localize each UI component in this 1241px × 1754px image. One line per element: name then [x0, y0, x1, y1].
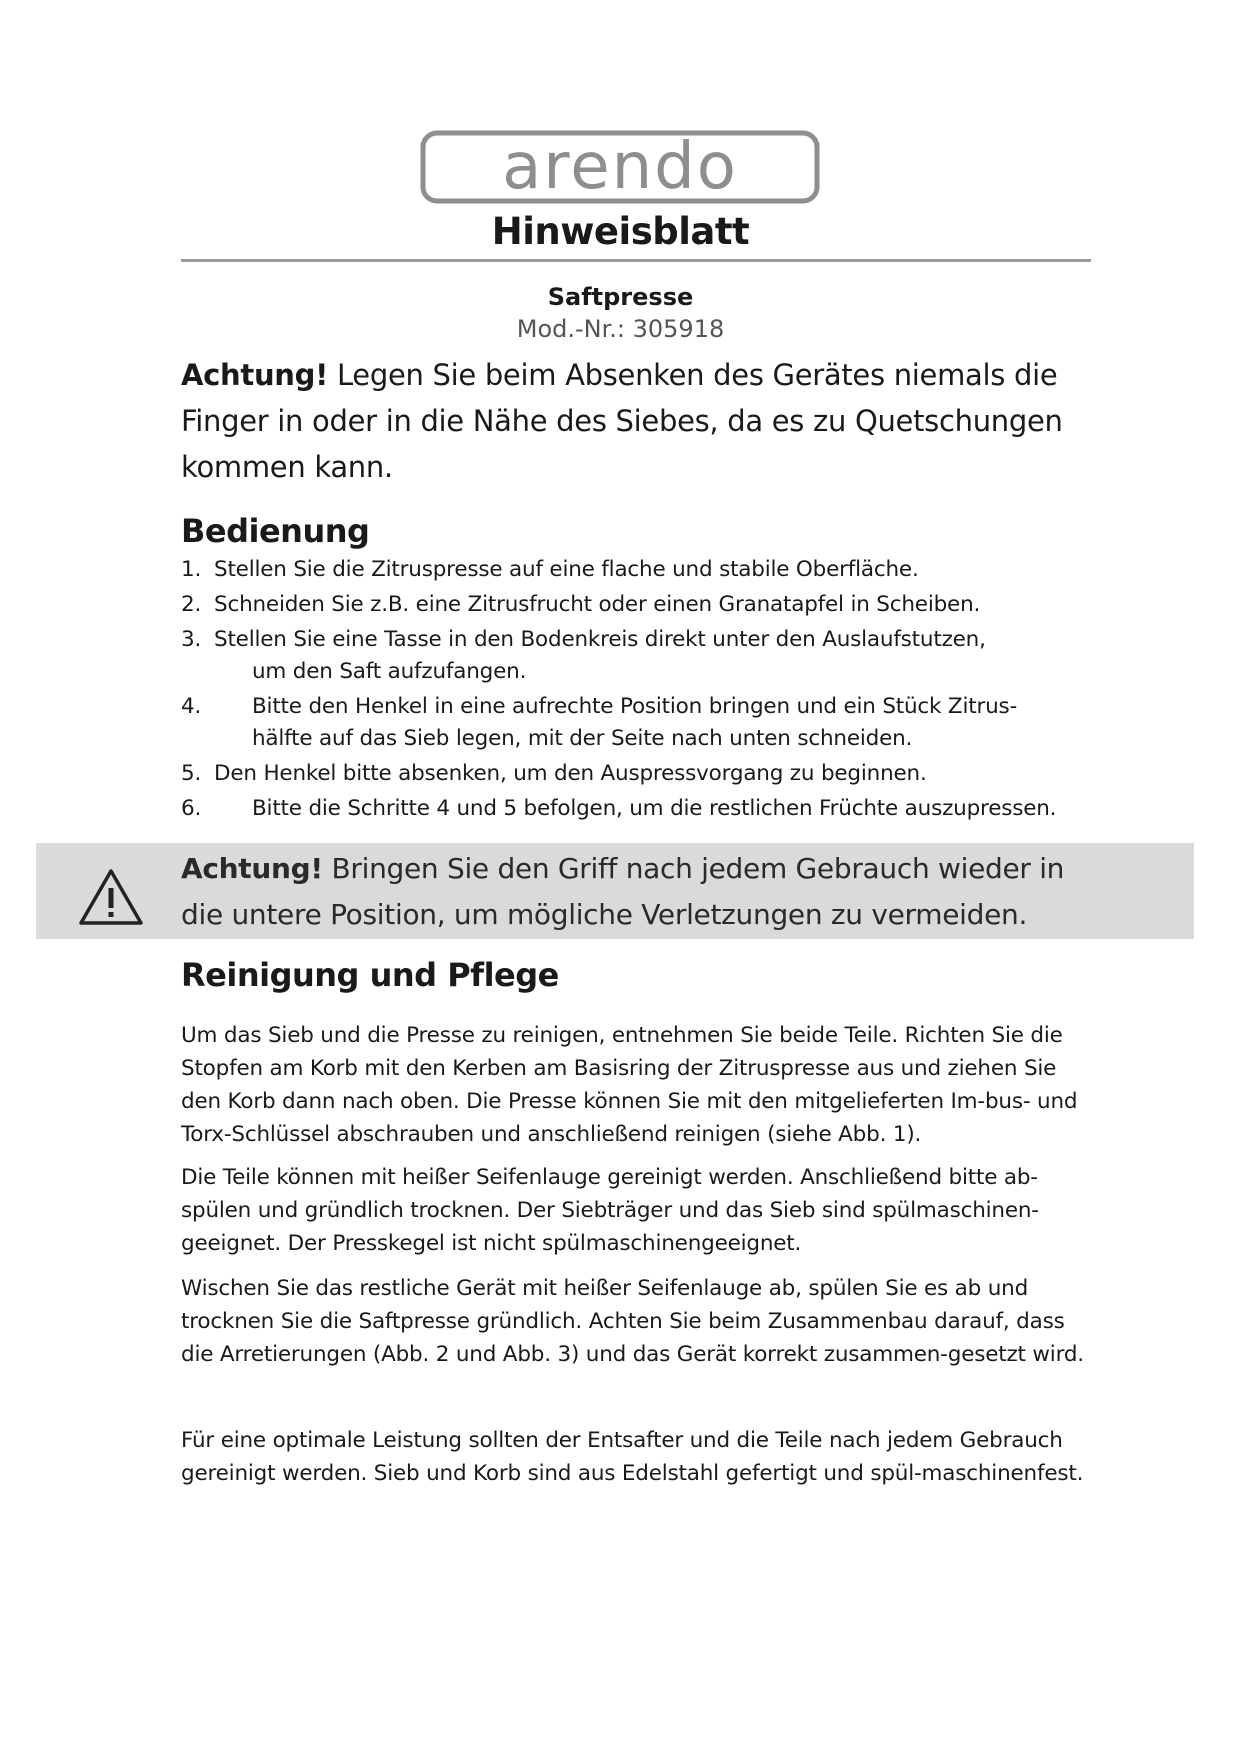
step-number: 4.: [181, 694, 202, 719]
cleaning-paragraph-1: Um das Sieb und die Presse zu reinigen, entnehmen Sie beide Teile. Richten Sie die Stopfen am Korb mit den Kerben am Basisring der Zitruspresse aus und ziehen Sie den Korb dann nach oben. Die Presse können Sie mit den mitgelieferten Im-bus- und Torx-Schlüssel abschrauben und anschließend reinigen (siehe Abb. 1).: [181, 1023, 1078, 1147]
operation-steps: [181, 554, 1091, 828]
warning-top: [181, 352, 1091, 490]
step-text: Stellen Sie die Zitruspresse auf eine flache und stabile Oberfläche.: [214, 557, 919, 582]
list-item: [181, 758, 1091, 790]
title-divider: [181, 259, 1091, 262]
step-number: 2.: [181, 592, 202, 617]
list-item: [181, 589, 1091, 621]
cleaning-paragraph-3: Wischen Sie das restliche Gerät mit heißer Seifenlauge ab, spülen Sie es ab und trocknen Sie die Saftpresse gründlich. Achten Sie beim Zusammenbau darauf, dass die Arretierungen (Abb. 2 und Abb. 3) und das Gerät korrekt zusammen-gesetzt wird.: [181, 1276, 1084, 1367]
cleaning-paragraph-4: Für eine optimale Leistung sollten der Entsafter und die Teile nach jedem Gebrauch gereinigt werden. Sieb und Korb sind aus Edelstahl gefertigt und spül-maschinenfest.: [181, 1428, 1084, 1486]
warning-band-text: [181, 846, 1081, 938]
step-text: Schneiden Sie z.B. eine Zitrusfrucht oder einen Granatapfel in Scheiben.: [214, 592, 981, 617]
svg-text:arendo: arendo: [502, 130, 738, 204]
warning-band-body: Bringen Sie den Griff nach jedem Gebrauch wieder in die untere Position, um mögliche Verletzungen zu vermeiden.: [181, 852, 1065, 931]
step-text: Den Henkel bitte absenken, um den Auspressvorgang zu beginnen.: [214, 761, 927, 786]
cleaning-heading: Reinigung und Pflege: [181, 956, 559, 994]
model-number: Mod.-Nr.: 305918: [516, 315, 725, 343]
list-item: [181, 793, 1091, 825]
step-text: Bitte den Henkel in eine aufrechte Position bringen und ein Stück Zitrus-: [252, 694, 1018, 719]
step-text-continued: um den Saft aufzufangen.: [252, 659, 527, 684]
step-number: 6.: [181, 796, 202, 821]
list-item: [181, 624, 1091, 688]
warning-triangle-icon: [78, 868, 144, 926]
warning-top-label: Achtung!: [181, 358, 329, 392]
warning-top-text: Legen Sie beim Absenken des Gerätes niemals die Finger in oder in die Nähe des Siebes, da es zu Quetschungen kommen kann.: [181, 358, 1063, 484]
page-title: Hinweisblatt: [491, 210, 750, 253]
warning-band-label: Achtung!: [181, 852, 323, 885]
step-text: Stellen Sie eine Tasse in den Bodenkreis direkt unter den Auslaufstutzen,: [214, 627, 986, 652]
operation-heading: Bedienung: [181, 512, 370, 550]
product-name: Saftpresse: [547, 283, 694, 311]
step-number: 5.: [181, 761, 202, 786]
step-number: 1.: [181, 557, 202, 582]
step-text: Bitte die Schritte 4 und 5 befolgen, um die restlichen Früchte auszupressen.: [252, 796, 1057, 821]
list-item: [181, 554, 1091, 586]
list-item: [181, 691, 1091, 755]
step-number: 3.: [181, 627, 202, 652]
arendo-logo: [420, 130, 820, 204]
cleaning-paragraph-2: Die Teile können mit heißer Seifenlauge gereinigt werden. Anschließend bitte ab-spülen und gründlich trocknen. Der Siebträger und das Sieb sind spülmaschinen-geeignet. Der Presskegel ist nicht spülmaschinengeeignet.: [181, 1165, 1039, 1256]
step-text-continued: hälfte auf das Sieb legen, mit der Seite nach unten schneiden.: [252, 726, 913, 751]
